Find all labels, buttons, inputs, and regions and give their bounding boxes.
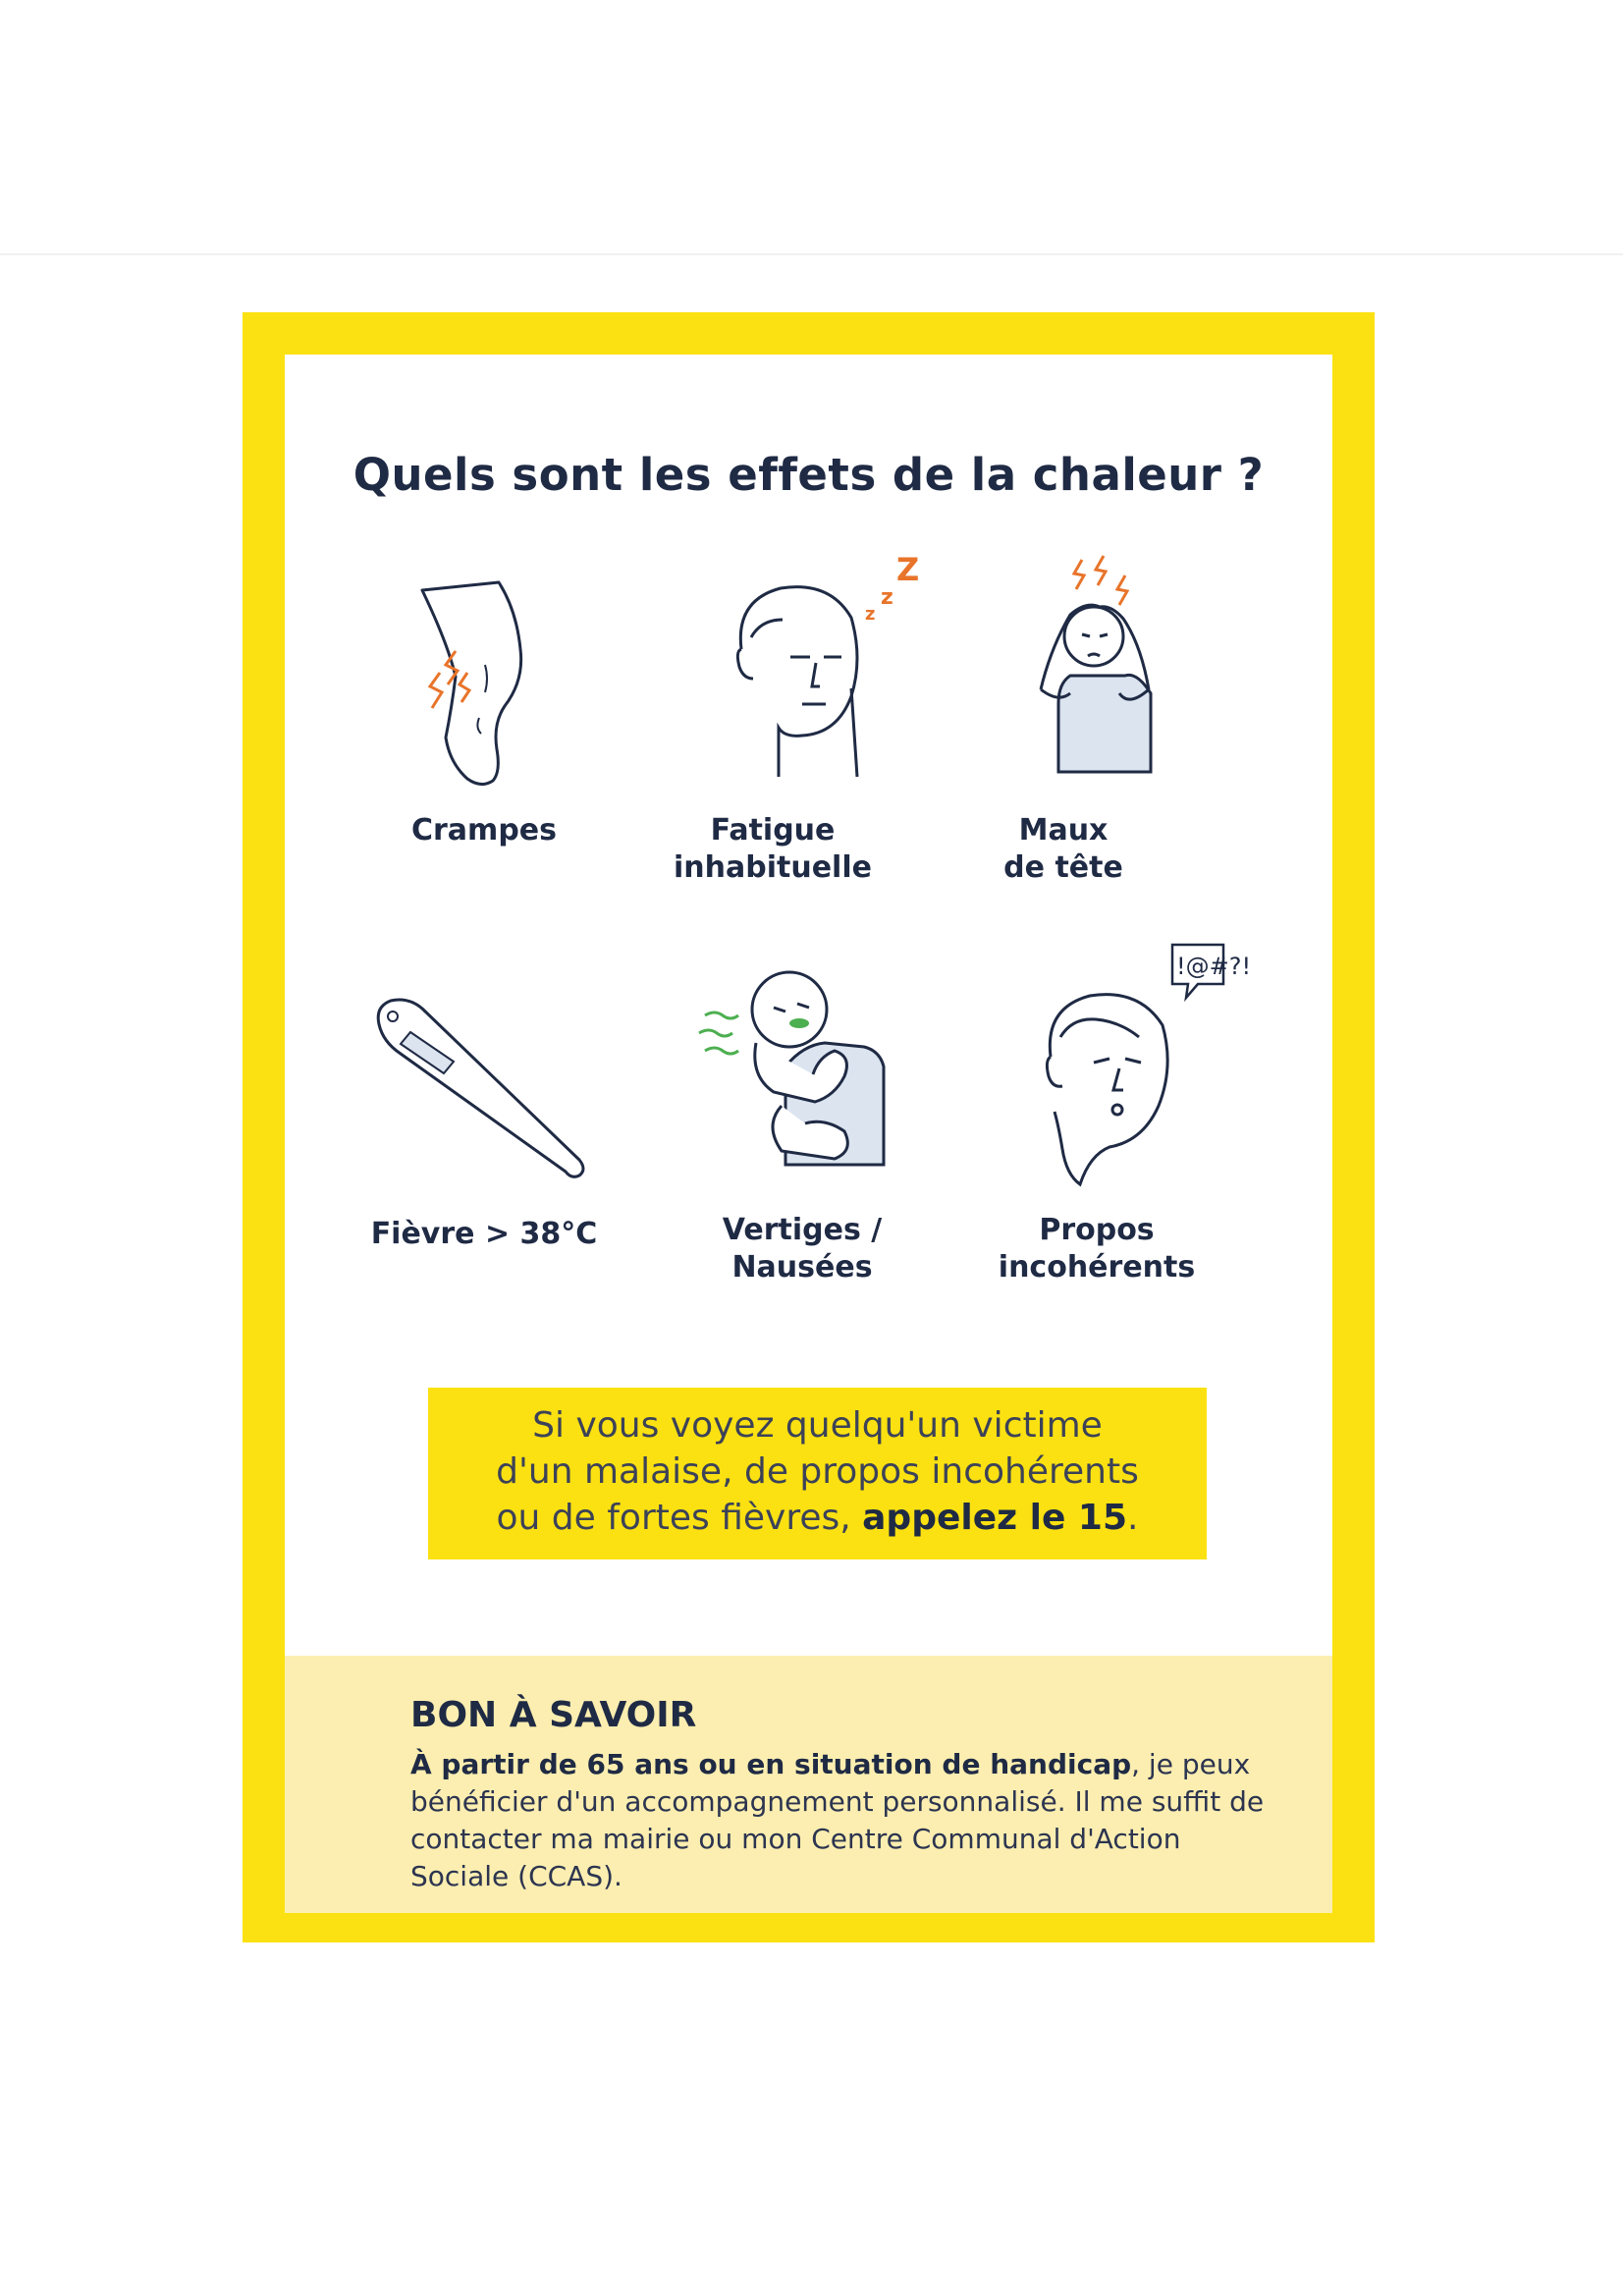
effect-label-fievre: Fièvre > 38°C (370, 1217, 598, 1251)
sleepy-face-icon (722, 541, 918, 787)
bon-a-savoir-section (285, 1656, 1332, 1913)
poster-inner-panel (285, 355, 1332, 1913)
bon-a-savoir-body: , je peux bénéficier d'un accompagnement personnalisé. Il me suffit de contacter ma mairie ou mon Centre Communal d'Action Sociale (CCAS). (410, 1748, 1265, 1892)
effect-label-crampes: Crampes (411, 813, 557, 847)
heat-effects-poster (243, 312, 1375, 1942)
callout-line-1: Si vous voyez quelqu'un victime (532, 1405, 1103, 1446)
scan-edge-line (0, 253, 1623, 255)
effect-label-maux-de-tete: Maux de tête (1003, 813, 1123, 885)
callout-line-3: ou de fortes fièvres, appelez le 15. (496, 1498, 1139, 1538)
sleep-z-medium: z (881, 585, 893, 610)
sleep-z-small: z (865, 604, 876, 625)
thermometer-icon (371, 993, 597, 1179)
bon-a-savoir-text (410, 1746, 1274, 1895)
effect-label-propos: Propos incohérents (998, 1213, 1196, 1285)
poster-title: Quels sont les effets de la chaleur ? (352, 449, 1265, 501)
nauseous-person-icon (687, 958, 923, 1194)
leg-cramp-icon (410, 571, 538, 796)
bon-a-savoir-title: BON À SAVOIR (410, 1695, 697, 1735)
emergency-callout (428, 1388, 1207, 1559)
headache-person-icon (1031, 546, 1168, 792)
confused-face-icon (1031, 939, 1252, 1194)
bon-a-savoir-lead: À partir de 65 ans ou en situation de handicap (410, 1748, 1132, 1780)
sleep-z-large: Z (896, 551, 920, 588)
callout-line-2: d'un malaise, de propos incohérents (496, 1451, 1139, 1492)
callout-emphasis: appelez le 15 (862, 1498, 1128, 1538)
effect-label-fatigue: Fatigue inhabituelle (674, 813, 872, 885)
effect-label-vertiges: Vertiges / Nausées (722, 1213, 883, 1285)
speech-bubble-text: !@#?! (1176, 953, 1252, 980)
